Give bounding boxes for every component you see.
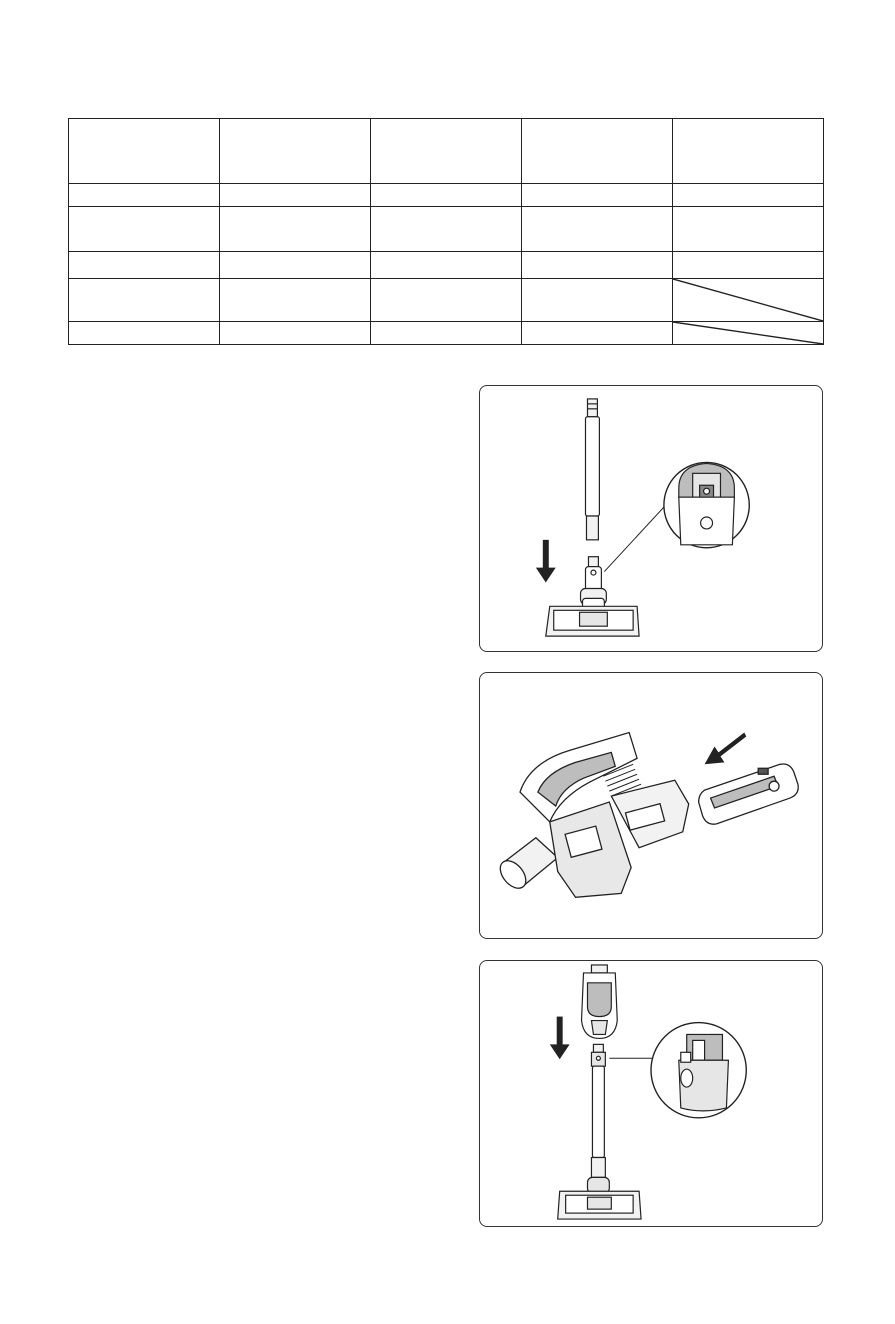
- illustration-panel-handheld-to-tube: [479, 960, 823, 1227]
- table-cell: [69, 279, 220, 322]
- table-cell: [220, 279, 371, 322]
- table-cell: [69, 184, 220, 207]
- table-cell: [673, 119, 824, 184]
- table-cell-na: [673, 322, 824, 345]
- tube-icon: [585, 399, 599, 540]
- table-cell: [522, 207, 673, 252]
- table-cell: [673, 252, 824, 279]
- arrow-insert-icon: [705, 733, 747, 765]
- diagonal-strike: [673, 322, 823, 344]
- leader-line: [604, 507, 664, 572]
- illustration-panel-tube-to-brush: [479, 385, 823, 652]
- floor-brush-icon: [558, 1177, 641, 1219]
- tube-into-floor-brush-icon: [480, 386, 822, 651]
- table-cell: [371, 119, 522, 184]
- table-row: [69, 207, 824, 252]
- floor-brush-icon: [546, 557, 639, 636]
- table-cell: [371, 184, 522, 207]
- table-cell: [522, 279, 673, 322]
- table-cell: [371, 252, 522, 279]
- table-cell: [220, 119, 371, 184]
- zoom-detail-icon: [664, 462, 749, 547]
- zoom-detail-icon: [651, 1023, 746, 1118]
- tube-icon: [591, 1044, 605, 1177]
- table-row: [69, 184, 824, 207]
- table-cell: [220, 252, 371, 279]
- battery-into-handheld-icon: [480, 673, 822, 938]
- illustration-panel-battery-insert: [479, 672, 823, 939]
- table-cell: [371, 322, 522, 345]
- table-cell: [522, 119, 673, 184]
- table-row: [69, 252, 824, 279]
- table-cell: [522, 252, 673, 279]
- arrow-down-icon: [536, 540, 556, 583]
- diagonal-strike: [673, 279, 823, 321]
- table-cell: [69, 207, 220, 252]
- table-cell: [673, 184, 824, 207]
- table-row: [69, 119, 824, 184]
- table-cell: [371, 279, 522, 322]
- handheld-vacuum-icon: [582, 965, 618, 1038]
- table-cell: [673, 207, 824, 252]
- table-cell: [220, 322, 371, 345]
- handheld-onto-tube-icon: [480, 961, 822, 1226]
- table-cell: [220, 207, 371, 252]
- table-cell: [371, 207, 522, 252]
- table-cell: [522, 184, 673, 207]
- handheld-vacuum-icon: [495, 733, 688, 898]
- battery-pack-icon: [699, 764, 799, 824]
- table-cell: [69, 119, 220, 184]
- arrow-down-icon: [550, 1017, 570, 1060]
- spec-table: [68, 118, 824, 345]
- table-cell: [522, 322, 673, 345]
- table-cell: [69, 322, 220, 345]
- table-row: [69, 279, 824, 322]
- table-cell: [220, 184, 371, 207]
- table-cell: [69, 252, 220, 279]
- table-row: [69, 322, 824, 345]
- table-cell-na: [673, 279, 824, 322]
